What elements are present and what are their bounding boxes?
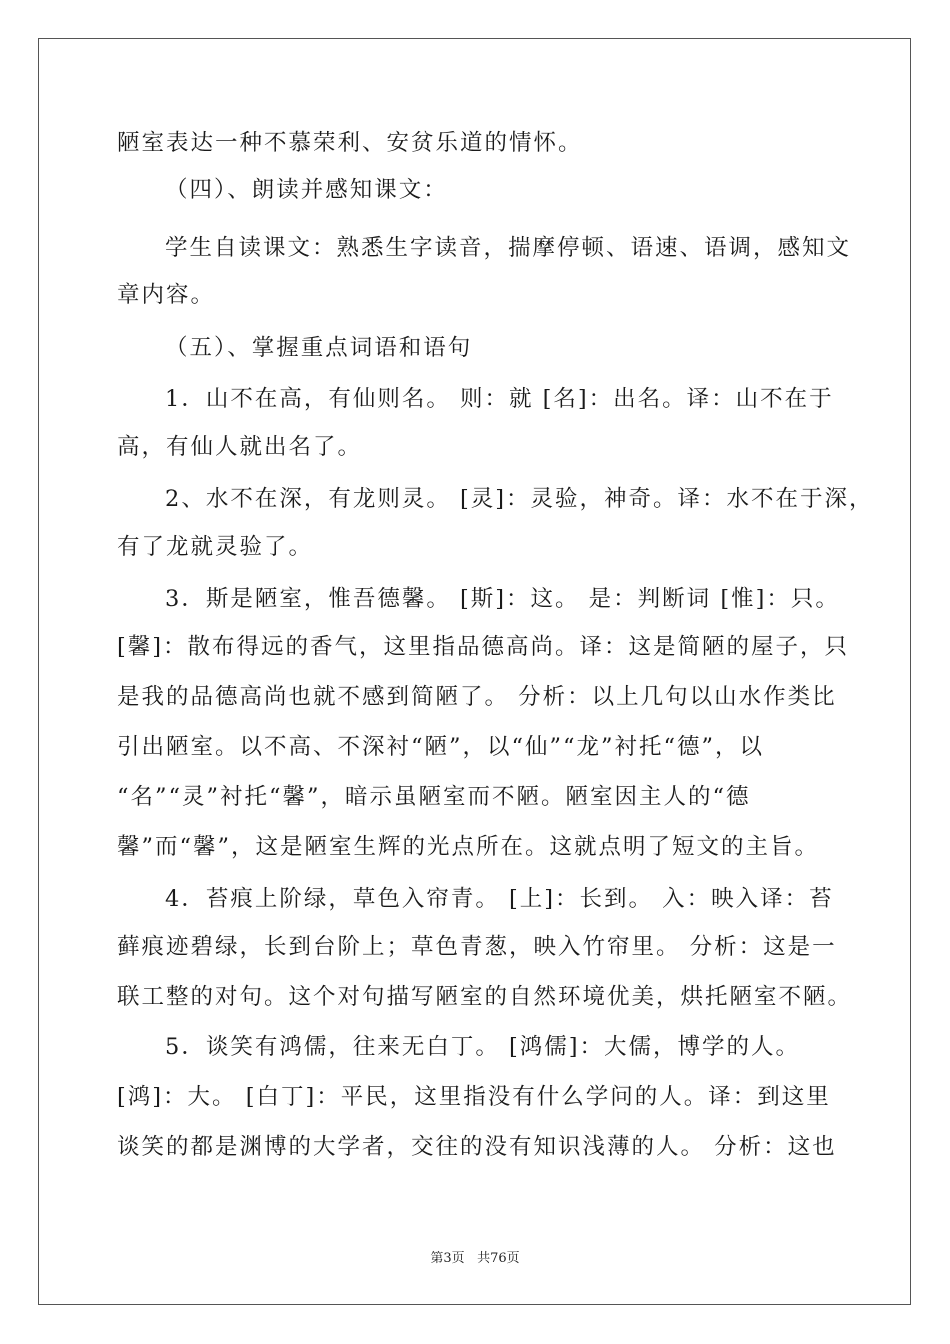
page-border [38,38,911,1305]
text-line: 高，有仙人就出名了。 [117,434,363,460]
text-line: 引出陋室。以不高、不深衬“陋”，以“仙”“龙”衬托“德”，以 [117,734,765,760]
section-heading: （四）、朗读并感知课文： [165,177,448,203]
text-line: 有了龙就灵验了。 [117,534,314,560]
text-line: [馨]：散布得远的香气，这里指品德高尚。译：这是简陋的屋子，只 [117,634,850,660]
page-total: 共76页 [477,1251,520,1266]
text-line: 4．苔痕上阶绿，草色入帘青。 [上]：长到。 入：映入译：苔 [165,886,834,912]
page-number: 第3页 [430,1251,465,1266]
page-footer [0,1247,950,1266]
text-line: 谈笑的都是渊博的大学者，交往的没有知识浅薄的人。 分析：这也 [117,1134,837,1160]
text-line: 藓痕迹碧绿，长到台阶上；草色青葱，映入竹帘里。 分析：这是一 [117,934,837,960]
text-line: 3．斯是陋室，惟吾德馨。 [斯]：这。 是：判断词 [惟]：只。 [165,586,840,612]
text-line: 陋室表达一种不慕荣利、安贫乐道的情怀。 [117,130,583,156]
text-line: “名”“灵”衬托“馨”，暗示虽陋室而不陋。陋室因主人的“德 [117,784,751,810]
text-line: 是我的品德高尚也就不感到简陋了。 分析：以上几句以山水作类比 [117,684,837,710]
text-line: 联工整的对句。这个对句描写陋室的自然环境优美，烘托陋室不陋。 [117,984,853,1010]
text-line: 1．山不在高，有仙则名。 则：就 [名]：出名。译：山不在于 [165,386,834,412]
text-line: 学生自读课文：熟悉生字读音，揣摩停顿、语速、语调，感知文 [165,235,852,261]
text-line: 馨”而“馨”，这是陋室生辉的光点所在。这就点明了短文的主旨。 [117,834,820,860]
section-heading: （五）、掌握重点词语和语句 [165,335,473,361]
text-line: 章内容。 [117,282,216,308]
text-line: [鸿]：大。 [白丁]：平民，这里指没有什么学问的人。译：到这里 [117,1084,831,1110]
text-line: 2、水不在深，有龙则灵。 [灵]：灵验，神奇。译：水不在于深， [165,486,874,512]
text-line: 5．谈笑有鸿儒，往来无白丁。 [鸿儒]：大儒，博学的人。 [165,1034,801,1060]
